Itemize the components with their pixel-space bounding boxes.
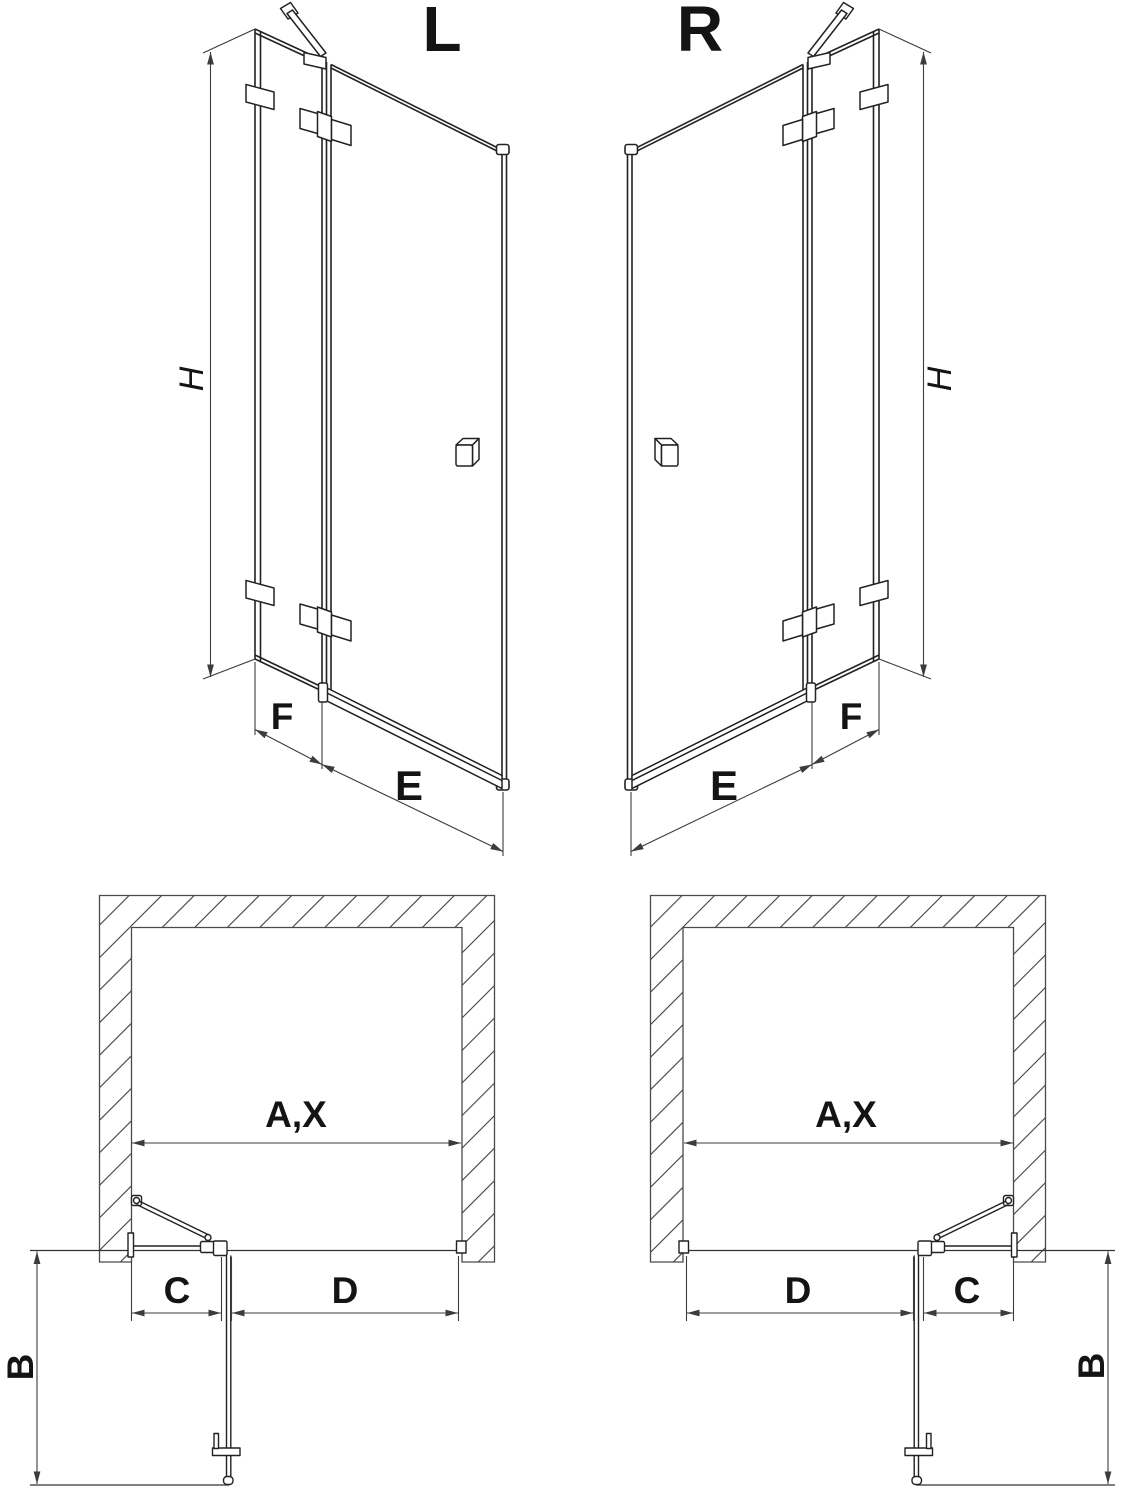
support-strut-plan: [137, 1201, 210, 1239]
fixed-panel-bottom-edge: [255, 655, 322, 691]
door-front-edge: [502, 150, 507, 790]
door-handle-3d: [456, 439, 479, 467]
plan-left-walls: [100, 896, 495, 1263]
opening-width-label-right: A,X: [815, 1094, 877, 1135]
variant-label-right: R: [676, 0, 724, 65]
door-plan-label-right: D: [784, 1270, 812, 1311]
elevation-drawing-right: [625, 3, 931, 857]
plan-drawing-left: [30, 1143, 466, 1485]
door-width-label-left: E: [394, 762, 424, 809]
door-width-label-right: E: [709, 762, 739, 809]
opening-width-label-left: A,X: [265, 1094, 327, 1135]
door-handle-front-face: [456, 445, 473, 466]
hinge-bottom-knuckle: [318, 607, 332, 637]
wall-bracket-top: [246, 85, 274, 110]
support-bar-strut: [287, 10, 326, 57]
fixed-width-label-right: F: [839, 696, 863, 737]
fixed-plan-label-right: C: [953, 1270, 981, 1311]
door-top-edge: [331, 65, 502, 154]
support-anchor-pivot: [134, 1198, 140, 1204]
hinge-bottom-right-plate: [332, 615, 352, 641]
support-clamp-pivot: [205, 1235, 211, 1241]
height-label-right: H: [921, 366, 959, 392]
glass-panels: [255, 29, 509, 790]
variant-label-left: L: [422, 0, 462, 65]
plan-right-walls: [651, 896, 1046, 1263]
wall-bracket-bottom: [246, 581, 274, 606]
bottom-rail-end-block: [319, 683, 328, 702]
fixed-width-label-left: F: [270, 696, 294, 737]
swing-depth-label-left: B: [0, 1353, 41, 1381]
handle-grip-plan: [214, 1434, 219, 1449]
fixed-plan-label-left: C: [163, 1270, 191, 1311]
elevation-drawing-left: [203, 3, 509, 857]
door-plan-label-left: D: [331, 1270, 359, 1311]
plan-hardware: [128, 1196, 466, 1485]
height-label-left: H: [173, 366, 211, 392]
open-door-plan: [227, 1256, 231, 1478]
door-top-cap: [497, 145, 510, 155]
plan-baselines: [30, 1246, 462, 1485]
hinges: [300, 109, 351, 642]
wall-profile-plan: [128, 1233, 134, 1257]
support-bar: [281, 3, 327, 70]
hinge-profile: [322, 60, 327, 693]
hinge-top-right-plate: [332, 120, 352, 146]
door-end-cap-plan: [224, 1477, 234, 1485]
door-catch-plan: [457, 1241, 467, 1253]
hinge-top-knuckle: [318, 112, 332, 142]
wall-profile-edge: [255, 29, 261, 662]
door-hinge-plan: [214, 1241, 228, 1256]
plan-drawing-right: [679, 1143, 1115, 1485]
swing-depth-label-right: B: [1071, 1352, 1112, 1380]
